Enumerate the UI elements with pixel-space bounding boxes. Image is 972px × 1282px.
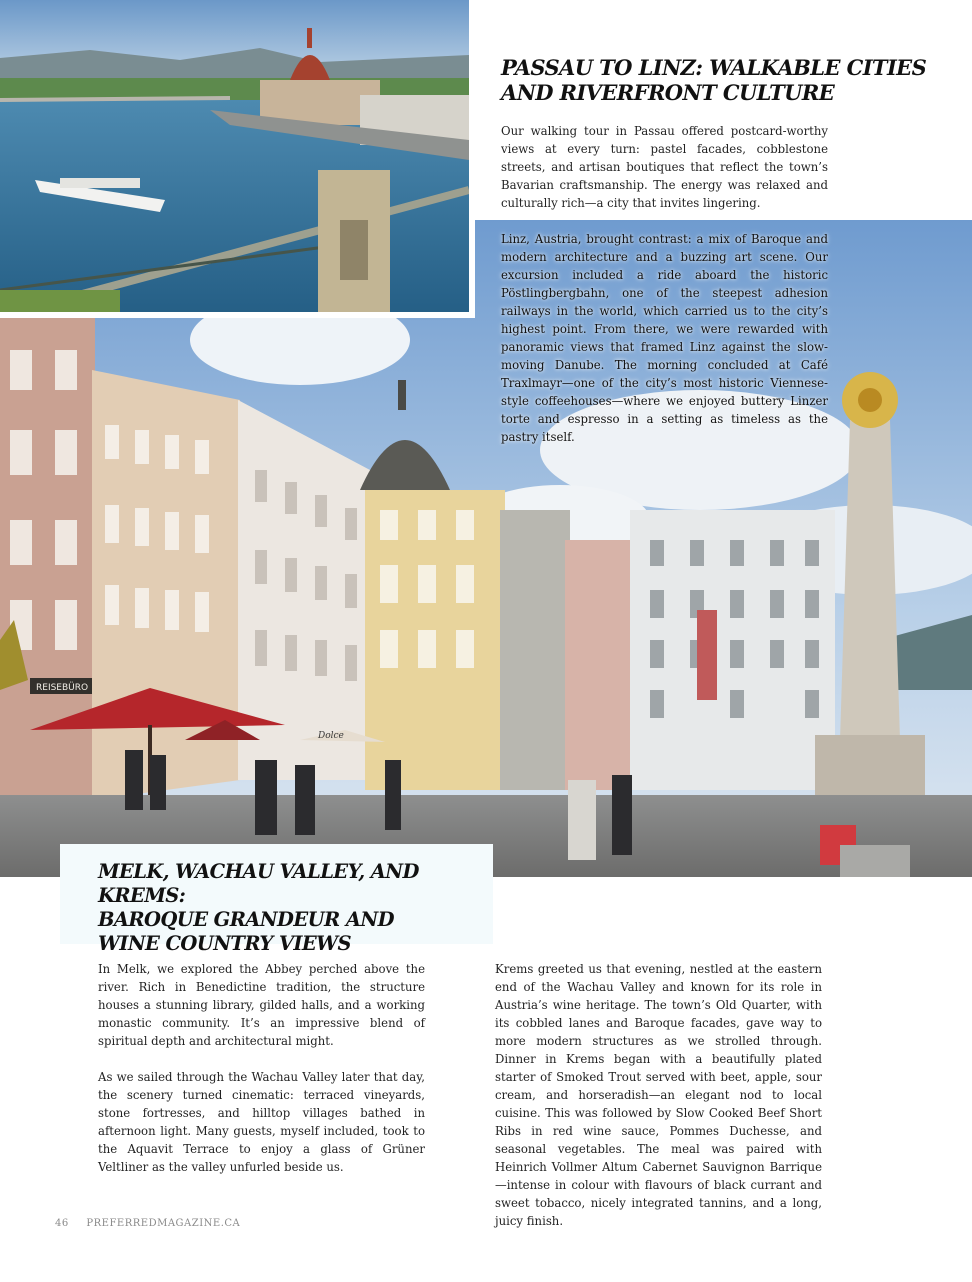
page-number: 46 [55, 1218, 69, 1229]
passau-paragraph: Our walking tour in Passau offered postcard-worthy views at every turn: pastel facades, cobblestone streets, and artisan boutiques that reflect the town’s Bavarian craftsmanship. The energy was relaxed and culturally rich—a city that invites lingering. [501, 124, 828, 210]
wachau-paragraph: As we sailed through the Wachau Valley later that day, the scenery turned cinematic: terraced vineyards, stone fortresses, and hilltop villages bathed in afternoon light. Many guests, myself included, took to the Aquavit Terrace to enjoy a glass of Grüner Veltliner as the valley unfurled beside us. [98, 1070, 425, 1174]
dolce-sign: Dolce [318, 731, 344, 741]
danube-river-cruise-photo [0, 0, 475, 318]
passau-heading-line1: PASSAU TO LINZ: WALKABLE CITIES [501, 55, 927, 80]
passau-heading-line2: AND RIVERFRONT CULTURE [501, 80, 835, 105]
melk-wachau-krems-heading [98, 860, 488, 956]
melk-heading-line1: MELK, WACHAU VALLEY, AND KREMS: [98, 860, 419, 907]
melk-heading-line2: BAROQUE GRANDEUR AND [98, 908, 394, 931]
right-column [495, 960, 822, 1248]
linz-paragraph: Linz, Austria, brought contrast: a mix of Baroque and modern architecture and a buzzing art scene. Our excursion included a ride aboard the historic Pöstlingbergbahn, one of the steepest adhesion railways in the world, which carried us to the city’s highest point. From there, we were rewarded with panoramic views that framed Linz against the slow-moving Danube. The morning concluded at Café Traxlmayr—one of the city’s most historic Viennese-style coffeehouses—where we enjoyed buttery Linzer torte and espresso in a setting as timeless as the pastry itself. [501, 232, 828, 444]
magazine-website: PREFERREDMAGAZINE.CA [86, 1218, 241, 1229]
melk-heading-line3: WINE COUNTRY VIEWS [98, 932, 351, 955]
reiseburo-sign: REISEBÜRO [36, 683, 89, 693]
passau-linz-heading [501, 55, 931, 105]
krems-paragraph: Krems greeted us that evening, nestled at the eastern end of the Wachau Valley and known for its role in Austria’s wine heritage. The town’s Old Quarter, with its cobbled lanes and Baroque facades, gave way to more modern structures as we strolled through. Dinner in Krems began with a beautifully plated starter of Smoked Trout served with beet, apple, sour cream, and horseradish—an elegant nod to local cuisine. This was followed by Slow Cooked Beef Short Ribs in red wine sauce, Pommes Duchesse, and seasonal vegetables. The meal was paired with Heinrich Vollmer Altum Cabernet Sauvignon Barrique—intense in colour with flavours of black currant and sweet tobacco, nicely integrated tannins, and a long, juicy finish. [495, 962, 822, 1228]
page-footer [55, 1218, 254, 1229]
left-column [98, 960, 425, 1194]
melk-paragraph: In Melk, we explored the Abbey perched above the river. Rich in Benedictine tradition, the structure houses a stunning library, gilded halls, and a working monastic community. It’s an impressive blend of spiritual depth and architectural might. [98, 962, 425, 1048]
